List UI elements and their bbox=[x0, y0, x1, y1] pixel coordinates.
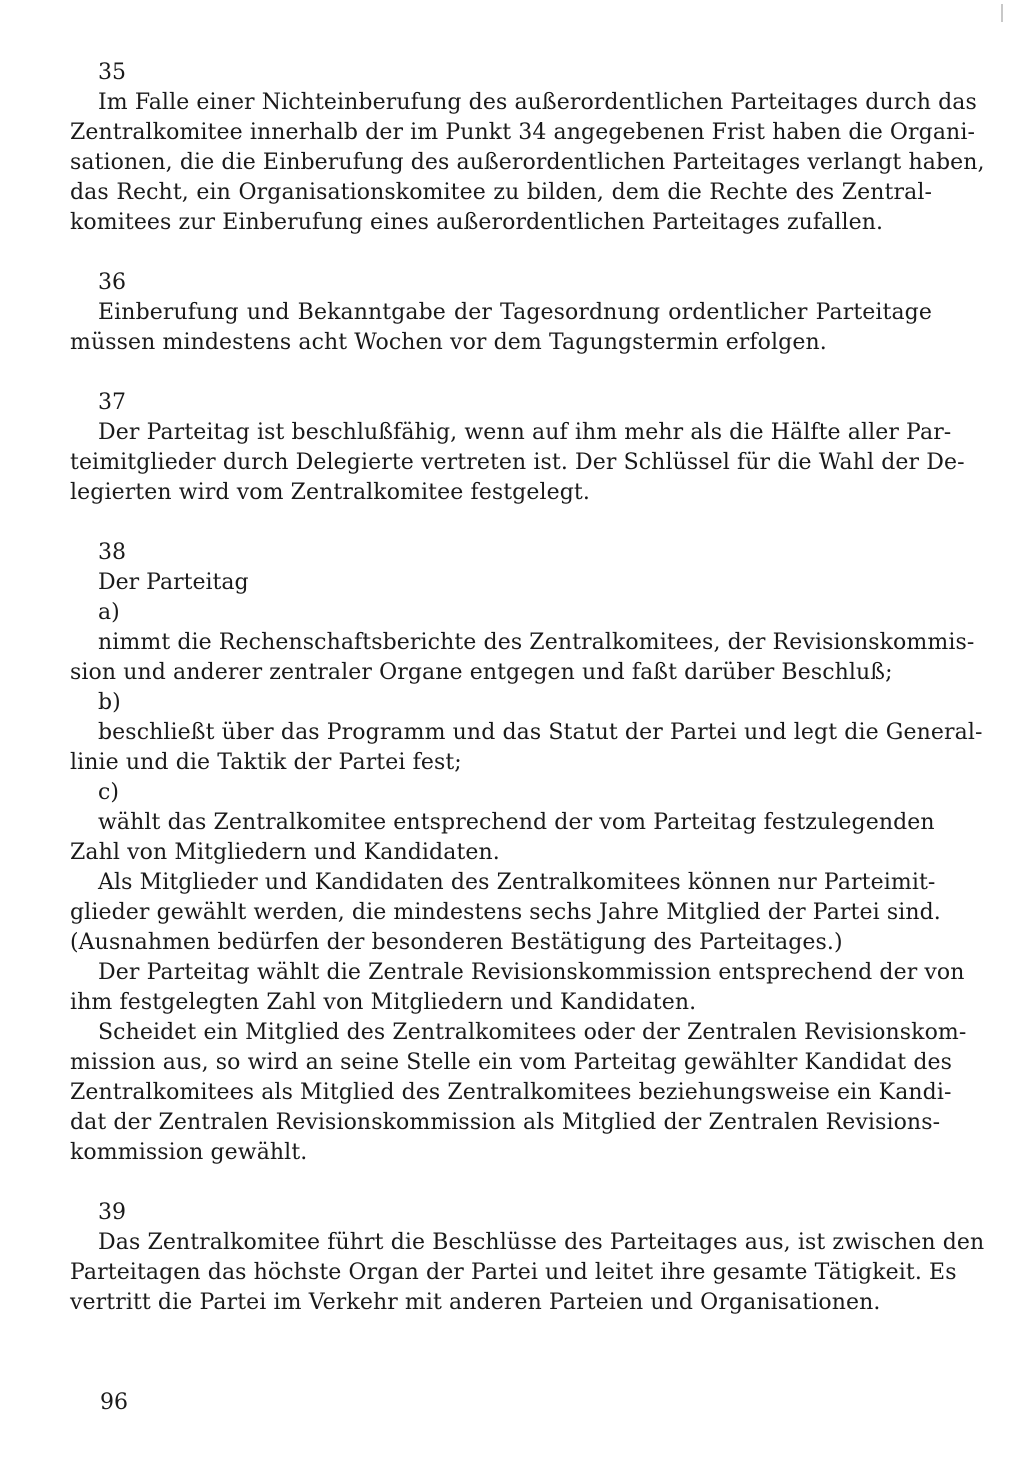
text-line: Zahl von Mitgliedern und Kandidaten. bbox=[70, 840, 500, 865]
text-line: Der Parteitag ist beschlußfähig, wenn auf ihm mehr als die Hälfte aller Par- bbox=[98, 420, 952, 445]
text-line: Als Mitglieder und Kandidaten des Zentralkomitees können nur Parteimit- bbox=[98, 870, 936, 895]
section-36 bbox=[70, 268, 932, 358]
text-line: wählt das Zentralkomitee entsprechend der vom Parteitag festzulegenden bbox=[98, 810, 935, 835]
section-number: 39 bbox=[98, 1200, 126, 1225]
text-line: Einberufung und Bekanntgabe der Tagesordnung ordentlicher Parteitage bbox=[98, 300, 932, 325]
text-line: dat der Zentralen Revisionskommission als Mitglied der Zentralen Revisions- bbox=[70, 1110, 941, 1135]
text-line: teimitglieder durch Delegierte vertreten ist. Der Schlüssel für die Wahl der De- bbox=[70, 450, 965, 475]
text-line: Scheidet ein Mitglied des Zentralkomitees oder der Zentralen Revisionskom- bbox=[98, 1020, 967, 1045]
section-38 bbox=[70, 538, 983, 1168]
section-number: 35 bbox=[98, 60, 126, 85]
item-label-a: a) bbox=[98, 600, 120, 625]
item-label-c: c) bbox=[98, 780, 119, 805]
text-line: Zentralkomitees als Mitglied des Zentralkomitees beziehungsweise ein Kandi- bbox=[70, 1080, 952, 1105]
section-35 bbox=[70, 58, 985, 238]
section-37 bbox=[70, 388, 965, 508]
text-line: vertritt die Partei im Verkehr mit anderen Parteien und Organisationen. bbox=[70, 1290, 881, 1315]
text-line: sion und anderer zentraler Organe entgegen und faßt darüber Beschluß; bbox=[70, 660, 893, 685]
section-39 bbox=[70, 1198, 985, 1318]
section-number: 37 bbox=[98, 390, 126, 415]
text-line: das Recht, ein Organisationskomitee zu bilden, dem die Rechte des Zentral- bbox=[70, 180, 932, 205]
text-line: glieder gewählt werden, die mindestens sechs Jahre Mitglied der Partei sind. bbox=[70, 900, 941, 925]
text-line: Parteitagen das höchste Organ der Partei und leitet ihre gesamte Tätigkeit. Es bbox=[70, 1260, 957, 1285]
text-line: kommission gewählt. bbox=[70, 1140, 308, 1165]
text-line: sationen, die die Einberufung des außerordentlichen Parteitages verlangt haben, bbox=[70, 150, 985, 175]
text-line: Das Zentralkomitee führt die Beschlüsse des Parteitages aus, ist zwischen den bbox=[98, 1230, 985, 1255]
text-line: (Ausnahmen bedürfen der besonderen Bestätigung des Parteitages.) bbox=[70, 930, 843, 955]
text-line: komitees zur Einberufung eines außerordentlichen Parteitages zufallen. bbox=[70, 210, 884, 235]
text-line: nimmt die Rechenschaftsberichte des Zentralkomitees, der Revisionskommis- bbox=[98, 630, 975, 655]
section-intro: Der Parteitag bbox=[98, 570, 249, 595]
scan-edge-mark bbox=[1001, 4, 1003, 22]
text-line: legierten wird vom Zentralkomitee festgelegt. bbox=[70, 480, 590, 505]
document-page bbox=[70, 58, 985, 1348]
item-label-b: b) bbox=[98, 690, 121, 715]
text-line: ihm festgelegten Zahl von Mitgliedern und Kandidaten. bbox=[70, 990, 697, 1015]
text-line: müssen mindestens acht Wochen vor dem Tagungstermin erfolgen. bbox=[70, 330, 827, 355]
text-line: Zentralkomitee innerhalb der im Punkt 34 angegebenen Frist haben die Organi- bbox=[70, 120, 975, 145]
text-line: Im Falle einer Nichteinberufung des außerordentlichen Parteitages durch das bbox=[98, 90, 977, 115]
section-number: 36 bbox=[98, 270, 126, 295]
page-number: 96 bbox=[100, 1390, 128, 1415]
text-line: mission aus, so wird an seine Stelle ein vom Parteitag gewählter Kandidat des bbox=[70, 1050, 953, 1075]
section-number: 38 bbox=[98, 540, 126, 565]
text-line: beschließt über das Programm und das Statut der Partei und legt die General- bbox=[98, 720, 983, 745]
text-line: Der Parteitag wählt die Zentrale Revisionskommission entsprechend der von bbox=[98, 960, 965, 985]
text-line: linie und die Taktik der Partei fest; bbox=[70, 750, 462, 775]
